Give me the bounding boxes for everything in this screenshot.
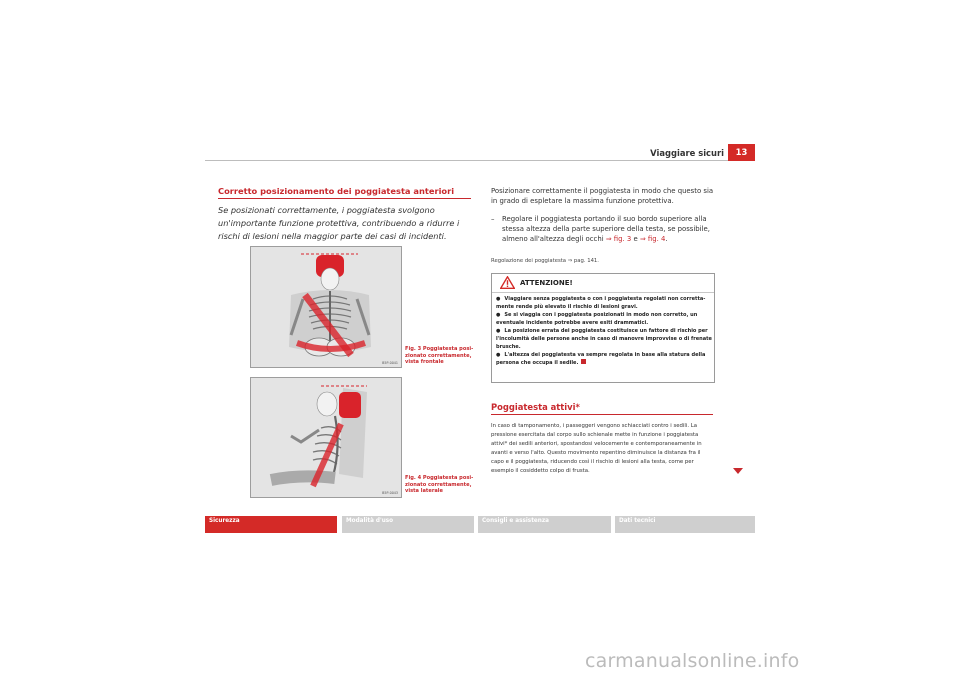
section-title-active-headrests: Poggiatesta attivi* xyxy=(491,402,580,412)
active-headrest-paragraph: In caso di tamponamento, i passeggeri vengono schiacciati contro i sedili. La pressione esercitata dal corpo sullo schienale mette in funzione i poggiatesta attivi* dei sedili anteriori, spostandosi velocemente e contemporaneamente in avanti e verso l'alto. Questo movimento repentino diminuisce la distanza fra il capo e il poggiatesta, riducendo così il rischio di lesioni alla testa, come per esempio il cosiddetto colpo di frusta. xyxy=(491,423,702,475)
figure-3-caption: Fig. 3 Poggiatesta posi- zionato correttamente, vista frontale xyxy=(405,346,474,365)
section-2-title-rule xyxy=(491,414,713,415)
page-number-badge: 13 xyxy=(728,144,755,161)
frontal-skeleton-illustration xyxy=(251,247,401,367)
warning-item: ● La posizione errata dei poggiatesta costituisce un fattore di rischio per l'incolumità delle persone anche in caso di manovre improvvise o di frenate brusche. xyxy=(496,327,712,351)
section-title-rule xyxy=(218,198,471,199)
adjust-note: Regolazione dei poggiatesta ⇒ pag. 141. xyxy=(491,258,599,264)
warning-triangle-icon xyxy=(500,276,515,289)
warning-item: ● Viaggiare senza poggiatesta o con i poggiatesta regolati non corretta-mente rende più elevato il rischio di lesioni gravi. xyxy=(496,295,712,311)
warning-item: ● L'altezza dei poggiatesta va sempre regolata in base alla statura della persona che occupa il sedile. xyxy=(496,351,712,367)
figure-4-side-view xyxy=(250,377,402,498)
step-dash: – xyxy=(491,215,495,223)
end-marker-icon xyxy=(581,359,586,364)
continue-arrow-icon xyxy=(733,468,743,474)
section-title-headrest-position: Corretto posizionamento dei poggiatesta anteriori xyxy=(218,186,455,196)
footer-tab-modalita-uso[interactable]: Modalità d'uso xyxy=(342,516,474,533)
header-divider xyxy=(205,160,728,161)
footer-tab-consigli-assistenza[interactable]: Consigli e assistenza xyxy=(478,516,611,533)
running-header-title: Viaggiare sicuri xyxy=(650,148,724,158)
fig-4-link[interactable]: ⇒ fig. 4 xyxy=(639,235,666,244)
warning-item: ● Se si viaggia con i poggiatesta posizionati in modo non corretto, un eventuale incidente potrebbe avere esiti drammatici. xyxy=(496,311,712,327)
figure-4-caption: Fig. 4 Poggiatesta posi- zionato correttamente, vista laterale xyxy=(405,475,474,494)
body-paragraph-1: Posizionare correttamente il poggiatesta in modo che questo sia in grado di espletare la massima funzione protettiva. xyxy=(491,187,714,206)
warning-list xyxy=(496,295,712,367)
warning-title: ATTENZIONE! xyxy=(520,279,573,287)
warning-box xyxy=(491,273,715,383)
adjust-step: Regolare il poggiatesta portando il suo bordo superiore alla stessa altezza della parte superiore della testa, se possibile, almeno all'altezza degli occhi ⇒ fig. 3 e ⇒ fig. 4. xyxy=(502,215,710,244)
fig-3-link[interactable]: ⇒ fig. 3 xyxy=(605,235,632,244)
footer-tab-dati-tecnici[interactable]: Dati tecnici xyxy=(615,516,755,533)
figure-3-frontal-view xyxy=(250,246,402,368)
side-skeleton-illustration xyxy=(251,378,401,497)
site-watermark: carmanualsonline.info xyxy=(585,650,800,672)
footer-tab-sicurezza[interactable]: Sicurezza xyxy=(205,516,337,533)
section-intro: Se posizionati correttamente, i poggiatesta svolgono un'importante funzione protettiva, contribuendo a ridurre i rischi di lesioni nella maggior parte dei casi di incidenti. xyxy=(218,205,460,241)
warning-header xyxy=(492,274,714,293)
figure-4-code: B5P-0043 xyxy=(382,491,398,495)
figure-3-code: B5P-0041 xyxy=(382,361,398,365)
